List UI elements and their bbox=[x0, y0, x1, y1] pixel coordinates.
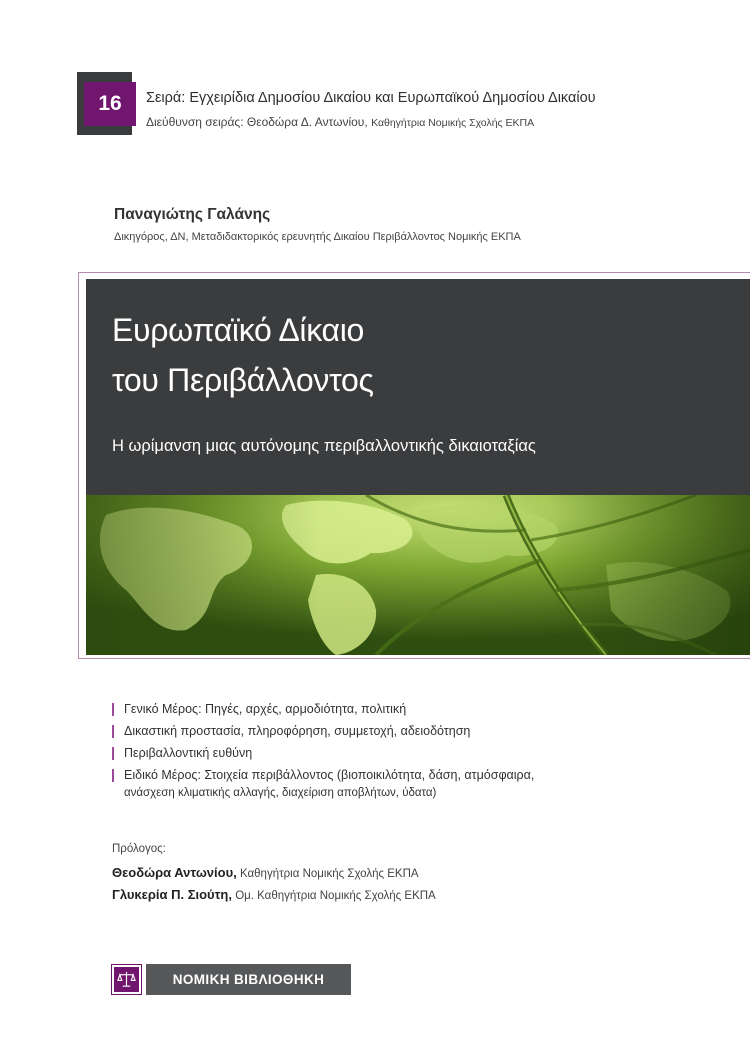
series-director-role: Καθηγήτρια Νομικής Σχολής ΕΚΠΑ bbox=[371, 117, 535, 129]
book-title-line2: του Περιβάλλοντος bbox=[112, 362, 374, 398]
contents-bullet-bar bbox=[112, 703, 114, 716]
publisher-logo-block bbox=[111, 964, 351, 997]
contents-item-text: Περιβαλλοντική ευθύνη bbox=[124, 746, 253, 760]
contents-list bbox=[112, 701, 712, 807]
contents-item-continuation: ανάσχεση κλιματικής αλλαγής, διαχείριση αποβλήτων, ύδατα) bbox=[124, 787, 437, 799]
prologue-person bbox=[112, 887, 436, 902]
prologue-person-role: Καθηγήτρια Νομικής Σχολής ΕΚΠΑ bbox=[239, 868, 419, 880]
contents-item-text: Δικαστική προστασία, πληροφόρηση, συμμετοχή, αδειοδότηση bbox=[124, 724, 471, 738]
publisher-logo bbox=[111, 964, 142, 995]
series-director-name: Διεύθυνση σειράς: Θεοδώρα Δ. Αντωνίου, bbox=[146, 115, 368, 129]
series-title: Σειρά: Εγχειρίδια Δημοσίου Δικαίου και Ευρωπαϊκού Δημοσίου Δικαίου bbox=[146, 90, 596, 106]
prologue-person-name: Θεοδώρα Αντωνίου, bbox=[112, 865, 237, 880]
publisher-name: ΝΟΜΙΚΗ ΒΙΒΛΙΟΘΗΚΗ bbox=[146, 964, 351, 995]
series-director bbox=[146, 115, 534, 129]
author-description: Δικηγόρος, ΔΝ, Μεταδιδακτορικός ερευνητής Δικαίου Περιβάλλοντος Νομικής ΕΚΠΑ bbox=[114, 231, 521, 243]
contents-bullet-bar bbox=[112, 747, 114, 760]
series-number-badge: 16 bbox=[84, 82, 136, 126]
prologue-person bbox=[112, 865, 419, 880]
contents-item bbox=[112, 723, 712, 740]
contents-item bbox=[112, 745, 712, 762]
contents-item-text: Ειδικό Μέρος: Στοιχεία περιβάλλοντος (βιοποικιλότητα, δάση, ατμόσφαιρα, bbox=[124, 768, 535, 782]
leaf-world-map-image bbox=[86, 495, 750, 655]
contents-bullet-bar bbox=[112, 769, 114, 782]
contents-item-text: Γενικό Μέρος: Πηγές, αρχές, αρμοδιότητα, πολιτική bbox=[124, 702, 407, 716]
contents-item bbox=[112, 701, 712, 718]
contents-item bbox=[112, 767, 712, 802]
book-title-line1: Ευρωπαϊκό Δίκαιο bbox=[112, 312, 365, 348]
contents-bullet-bar bbox=[112, 725, 114, 738]
prologue-person-role: Ομ. Καθηγήτρια Νομικής Σχολής ΕΚΠΑ bbox=[235, 890, 436, 902]
prologue-person-name: Γλυκερία Π. Σιούτη, bbox=[112, 887, 232, 902]
scales-of-justice-icon bbox=[114, 967, 139, 992]
book-subtitle: Η ωρίμανση μιας αυτόνομης περιβαλλοντικής δικαιοταξίας bbox=[112, 437, 536, 455]
author-name: Παναγιώτης Γαλάνης bbox=[114, 206, 271, 223]
prologue-label: Πρόλογος: bbox=[112, 843, 166, 855]
